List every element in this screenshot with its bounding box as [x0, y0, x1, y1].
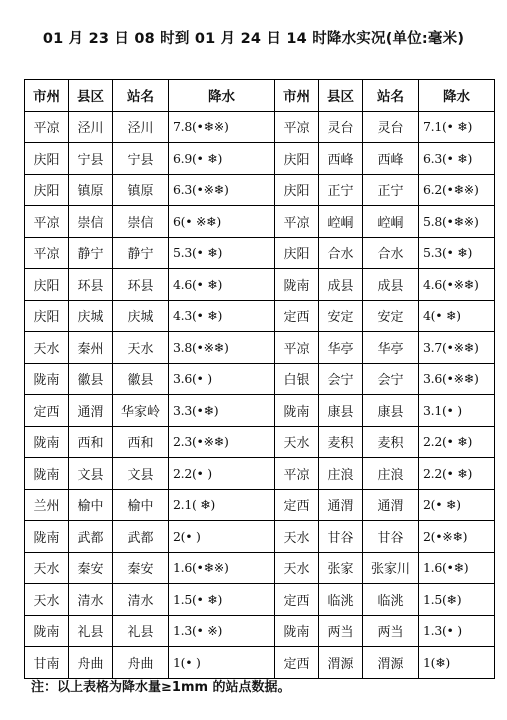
city-cell: 定西	[275, 584, 319, 616]
precip-cell: 1.6(•❄※)	[169, 552, 275, 584]
city-cell: 白银	[275, 363, 319, 395]
table-row	[25, 615, 495, 647]
precip-cell: 2(•※❄)	[419, 521, 495, 553]
station-cell: 庄浪	[363, 458, 419, 490]
precip-cell: 4(• ❄)	[419, 300, 495, 332]
county-cell: 华亭	[319, 332, 363, 364]
station-cell: 西峰	[363, 143, 419, 175]
county-cell: 武都	[69, 521, 113, 553]
city-cell: 庆阳	[25, 300, 69, 332]
column-header: 市州	[25, 80, 69, 112]
city-cell: 天水	[25, 332, 69, 364]
city-cell: 陇南	[25, 521, 69, 553]
station-cell: 通渭	[363, 489, 419, 521]
city-cell: 定西	[25, 395, 69, 427]
city-cell: 平凉	[275, 206, 319, 238]
column-header: 站名	[363, 80, 419, 112]
column-header: 降水	[419, 80, 495, 112]
precip-cell: 4.6(•※❄)	[419, 269, 495, 301]
station-cell: 西和	[113, 426, 169, 458]
county-cell: 正宁	[319, 174, 363, 206]
precip-cell: 5.3(• ❄)	[419, 237, 495, 269]
precip-cell: 1(❄)	[419, 647, 495, 679]
precip-cell: 7.8(•❄※)	[169, 111, 275, 143]
station-cell: 崇信	[113, 206, 169, 238]
county-cell: 西峰	[319, 143, 363, 175]
table-row	[25, 426, 495, 458]
station-cell: 武都	[113, 521, 169, 553]
station-cell: 华亭	[363, 332, 419, 364]
city-cell: 平凉	[25, 206, 69, 238]
station-cell: 礼县	[113, 615, 169, 647]
column-header: 县区	[69, 80, 113, 112]
station-cell: 镇原	[113, 174, 169, 206]
county-cell: 秦安	[69, 552, 113, 584]
column-header: 降水	[169, 80, 275, 112]
precip-cell: 4.3(• ❄)	[169, 300, 275, 332]
precip-cell: 3.1(• )	[419, 395, 495, 427]
city-cell: 天水	[275, 426, 319, 458]
county-cell: 崇信	[69, 206, 113, 238]
city-cell: 陇南	[25, 426, 69, 458]
precip-cell: 1.5(❄)	[419, 584, 495, 616]
county-cell: 渭源	[319, 647, 363, 679]
precip-cell: 7.1(• ❄)	[419, 111, 495, 143]
table-header-row	[25, 80, 495, 112]
city-cell: 平凉	[275, 332, 319, 364]
city-cell: 庆阳	[275, 237, 319, 269]
precip-cell: 3.3(•❄)	[169, 395, 275, 427]
column-header: 县区	[319, 80, 363, 112]
county-cell: 安定	[319, 300, 363, 332]
station-cell: 灵台	[363, 111, 419, 143]
county-cell: 两当	[319, 615, 363, 647]
city-cell: 庆阳	[275, 143, 319, 175]
precip-cell: 2(• )	[169, 521, 275, 553]
precip-cell: 3.6(•※❄)	[419, 363, 495, 395]
county-cell: 西和	[69, 426, 113, 458]
precip-cell: 6.9(• ❄)	[169, 143, 275, 175]
station-cell: 崆峒	[363, 206, 419, 238]
station-cell: 舟曲	[113, 647, 169, 679]
station-cell: 清水	[113, 584, 169, 616]
county-cell: 成县	[319, 269, 363, 301]
city-cell: 天水	[25, 584, 69, 616]
county-cell: 镇原	[69, 174, 113, 206]
county-cell: 合水	[319, 237, 363, 269]
station-cell: 静宁	[113, 237, 169, 269]
precip-cell: 6(• ※❄)	[169, 206, 275, 238]
station-cell: 渭源	[363, 647, 419, 679]
table-row	[25, 111, 495, 143]
county-cell: 榆中	[69, 489, 113, 521]
county-cell: 静宁	[69, 237, 113, 269]
precip-cell: 3.6(• )	[169, 363, 275, 395]
station-cell: 正宁	[363, 174, 419, 206]
city-cell: 陇南	[275, 615, 319, 647]
precip-cell: 6.2(•❄※)	[419, 174, 495, 206]
city-cell: 天水	[275, 552, 319, 584]
table-row	[25, 584, 495, 616]
county-cell: 临洮	[319, 584, 363, 616]
table-row	[25, 206, 495, 238]
footnote: 注：以上表格为降水量≥1mm 的站点数据。	[31, 680, 291, 695]
precip-cell: 2.2(• ❄)	[419, 458, 495, 490]
station-cell: 徽县	[113, 363, 169, 395]
county-cell: 通渭	[319, 489, 363, 521]
table-row	[25, 647, 495, 679]
city-cell: 平凉	[25, 111, 69, 143]
table-row	[25, 458, 495, 490]
county-cell: 泾川	[69, 111, 113, 143]
city-cell: 陇南	[25, 458, 69, 490]
station-cell: 合水	[363, 237, 419, 269]
table-row	[25, 332, 495, 364]
county-cell: 舟曲	[69, 647, 113, 679]
station-cell: 康县	[363, 395, 419, 427]
table-row	[25, 237, 495, 269]
city-cell: 平凉	[275, 111, 319, 143]
county-cell: 通渭	[69, 395, 113, 427]
station-cell: 会宁	[363, 363, 419, 395]
city-cell: 平凉	[275, 458, 319, 490]
county-cell: 灵台	[319, 111, 363, 143]
station-cell: 两当	[363, 615, 419, 647]
precip-cell: 4.6(• ❄)	[169, 269, 275, 301]
column-header: 站名	[113, 80, 169, 112]
station-cell: 麦积	[363, 426, 419, 458]
precip-cell: 1.3(• )	[419, 615, 495, 647]
station-cell: 华家岭	[113, 395, 169, 427]
city-cell: 定西	[275, 647, 319, 679]
table-row	[25, 174, 495, 206]
station-cell: 文县	[113, 458, 169, 490]
station-cell: 甘谷	[363, 521, 419, 553]
city-cell: 庆阳	[275, 174, 319, 206]
table-row	[25, 269, 495, 301]
station-cell: 环县	[113, 269, 169, 301]
city-cell: 天水	[25, 552, 69, 584]
county-cell: 文县	[69, 458, 113, 490]
station-cell: 庆城	[113, 300, 169, 332]
city-cell: 平凉	[25, 237, 69, 269]
precip-cell: 6.3(• ❄)	[419, 143, 495, 175]
city-cell: 甘南	[25, 647, 69, 679]
station-cell: 秦安	[113, 552, 169, 584]
column-header: 市州	[275, 80, 319, 112]
page-title: 01 月 23 日 08 时到 01 月 24 日 14 时降水实况(单位:毫米)	[42, 31, 465, 47]
precip-cell: 2.3(•※❄)	[169, 426, 275, 458]
table-row	[25, 300, 495, 332]
precip-cell: 2.1( ❄)	[169, 489, 275, 521]
precip-cell: 3.7(•※❄)	[419, 332, 495, 364]
county-cell: 崆峒	[319, 206, 363, 238]
county-cell: 康县	[319, 395, 363, 427]
county-cell: 麦积	[319, 426, 363, 458]
precip-cell: 2.2(• )	[169, 458, 275, 490]
station-cell: 安定	[363, 300, 419, 332]
station-cell: 榆中	[113, 489, 169, 521]
city-cell: 陇南	[25, 615, 69, 647]
station-cell: 天水	[113, 332, 169, 364]
precip-cell: 6.3(•※❄)	[169, 174, 275, 206]
station-cell: 张家川	[363, 552, 419, 584]
table-row	[25, 489, 495, 521]
station-cell: 临洮	[363, 584, 419, 616]
precip-cell: 3.8(•※❄)	[169, 332, 275, 364]
precip-cell: 5.3(• ❄)	[169, 237, 275, 269]
city-cell: 庆阳	[25, 174, 69, 206]
precip-cell: 2(• ❄)	[419, 489, 495, 521]
county-cell: 徽县	[69, 363, 113, 395]
city-cell: 陇南	[275, 395, 319, 427]
precip-cell: 1(• )	[169, 647, 275, 679]
precip-cell: 1.5(• ❄)	[169, 584, 275, 616]
city-cell: 陇南	[275, 269, 319, 301]
city-cell: 天水	[275, 521, 319, 553]
city-cell: 兰州	[25, 489, 69, 521]
county-cell: 庄浪	[319, 458, 363, 490]
county-cell: 会宁	[319, 363, 363, 395]
county-cell: 礼县	[69, 615, 113, 647]
precip-cell: 5.8(•❄※)	[419, 206, 495, 238]
county-cell: 环县	[69, 269, 113, 301]
precipitation-table	[24, 79, 495, 679]
table-row	[25, 521, 495, 553]
table-row	[25, 552, 495, 584]
county-cell: 宁县	[69, 143, 113, 175]
station-cell: 成县	[363, 269, 419, 301]
city-cell: 庆阳	[25, 143, 69, 175]
city-cell: 庆阳	[25, 269, 69, 301]
county-cell: 清水	[69, 584, 113, 616]
precip-cell: 2.2(• ❄)	[419, 426, 495, 458]
table-body	[25, 111, 495, 678]
county-cell: 庆城	[69, 300, 113, 332]
county-cell: 秦州	[69, 332, 113, 364]
precip-cell: 1.3(• ※)	[169, 615, 275, 647]
county-cell: 甘谷	[319, 521, 363, 553]
table-row	[25, 143, 495, 175]
station-cell: 宁县	[113, 143, 169, 175]
table-row	[25, 363, 495, 395]
table-row	[25, 395, 495, 427]
city-cell: 定西	[275, 300, 319, 332]
city-cell: 定西	[275, 489, 319, 521]
city-cell: 陇南	[25, 363, 69, 395]
station-cell: 泾川	[113, 111, 169, 143]
county-cell: 张家	[319, 552, 363, 584]
precip-cell: 1.6(•❄)	[419, 552, 495, 584]
